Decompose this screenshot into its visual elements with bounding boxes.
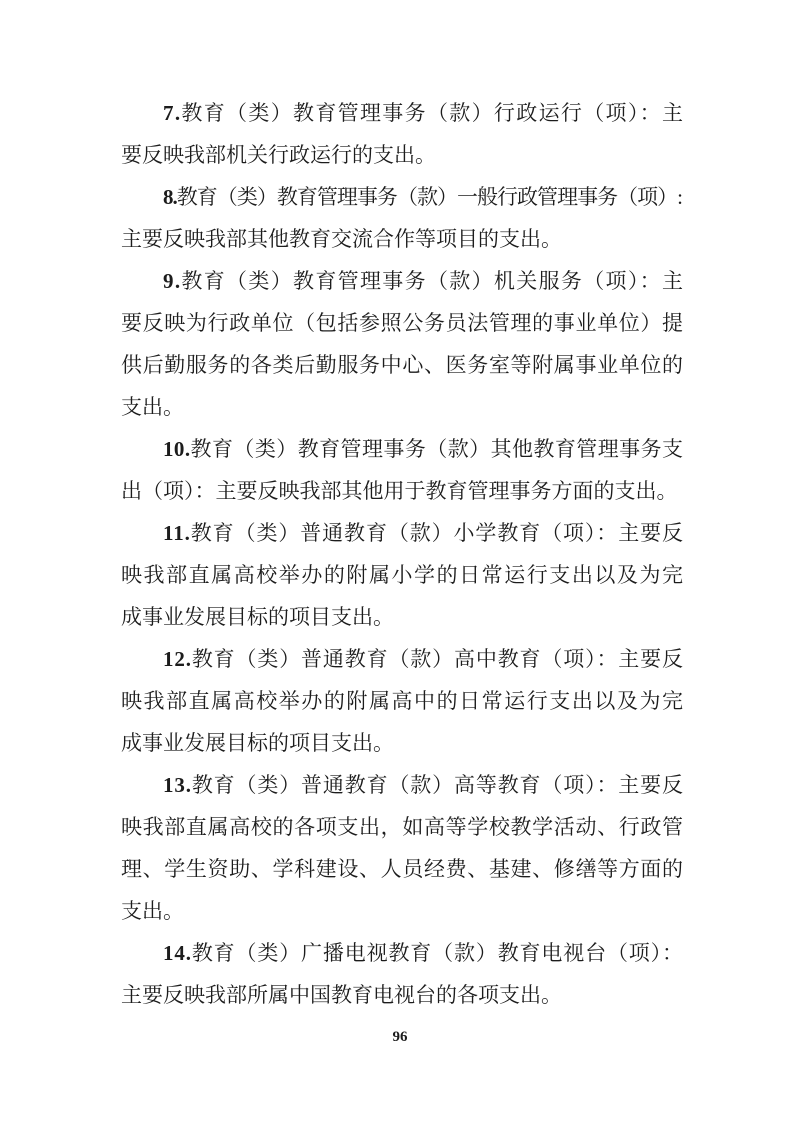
paragraph-line xyxy=(121,386,683,428)
paragraph-line xyxy=(121,764,683,806)
document-body xyxy=(121,92,683,1016)
paragraph-number: 14. xyxy=(163,941,192,965)
paragraph-line-text: 14.教育（类）广播电视教育（款）教育电视台（项）： xyxy=(163,941,684,965)
paragraph-line-text: 映我部直属高校的各项支出，如高等学校教学活动、行政管 xyxy=(121,815,684,839)
paragraph-line xyxy=(121,260,683,302)
paragraph-line xyxy=(121,890,683,932)
paragraph-number: 11. xyxy=(163,521,191,545)
paragraph-number: 9. xyxy=(163,269,182,293)
paragraph-line-text: 12.教育（类）普通教育（款）高中教育（项）：主要反 xyxy=(163,647,684,671)
paragraph-number: 12. xyxy=(163,647,192,671)
paragraph-line-text: 支出。 xyxy=(121,899,184,923)
paragraph-line-text: 成事业发展目标的项目支出。 xyxy=(121,731,394,755)
paragraph-line-text: 8.教育（类）教育管理事务（款）一般行政管理事务（项）: xyxy=(163,185,683,209)
paragraph-line xyxy=(121,974,683,1016)
paragraph-line-text: 9.教育（类）教育管理事务（款）机关服务（项）：主 xyxy=(163,269,685,293)
paragraph-line-text: 支出。 xyxy=(121,395,184,419)
paragraph-line-text: 要反映为行政单位（包括参照公务员法管理的事业单位）提 xyxy=(121,311,684,335)
paragraph-line-text: 主要反映我部其他教育交流合作等项目的支出。 xyxy=(121,227,562,251)
paragraph-line xyxy=(121,722,683,764)
page-number: 96 xyxy=(392,1029,408,1045)
paragraph-line-text: 7.教育（类）教育管理事务（款）行政运行（项）：主 xyxy=(163,101,685,125)
paragraph-line xyxy=(121,638,683,680)
paragraph-line-text: 10.教育（类）教育管理事务（款）其他教育管理事务支 xyxy=(163,437,684,461)
paragraph-line xyxy=(121,176,683,218)
paragraph-line-text: 要反映我部机关行政运行的支出。 xyxy=(121,143,436,167)
paragraph-line-text: 供后勤服务的各类后勤服务中心、医务室等附属事业单位的 xyxy=(121,353,684,377)
paragraph-line xyxy=(121,344,683,386)
paragraph-number: 8. xyxy=(163,185,177,209)
paragraph-line xyxy=(121,512,683,554)
paragraph-line xyxy=(121,470,683,512)
paragraph-line-text: 映我部直属高校举办的附属小学的日常运行支出以及为完 xyxy=(121,563,685,587)
paragraph-line-text: 11.教育（类）普通教育（款）小学教育（项）：主要反 xyxy=(163,521,684,545)
paragraph-line-text: 理、学生资助、学科建设、人员经费、基建、修缮等方面的 xyxy=(121,857,684,881)
paragraph-line-text: 13.教育（类）普通教育（款）高等教育（项）：主要反 xyxy=(163,773,684,797)
paragraph-number: 7. xyxy=(163,101,182,125)
paragraph-line xyxy=(121,680,683,722)
paragraph-line xyxy=(121,554,683,596)
paragraph-line xyxy=(121,218,683,260)
paragraph-line xyxy=(121,596,683,638)
paragraph-line-text: 成事业发展目标的项目支出。 xyxy=(121,605,394,629)
paragraph-line-text: 主要反映我部所属中国教育电视台的各项支出。 xyxy=(121,983,562,1007)
paragraph-line xyxy=(121,428,683,470)
paragraph-line-text: 出（项）：主要反映我部其他用于教育管理事务方面的支出。 xyxy=(121,479,678,503)
paragraph-line xyxy=(121,848,683,890)
paragraph-line xyxy=(121,92,683,134)
paragraph-line xyxy=(121,932,683,974)
paragraph-number: 13. xyxy=(163,773,192,797)
paragraph-number: 10. xyxy=(163,437,191,461)
paragraph-line-text: 映我部直属高校举办的附属高中的日常运行支出以及为完 xyxy=(121,689,685,713)
paragraph-line xyxy=(121,806,683,848)
paragraph-line xyxy=(121,134,683,176)
paragraph-line xyxy=(121,302,683,344)
